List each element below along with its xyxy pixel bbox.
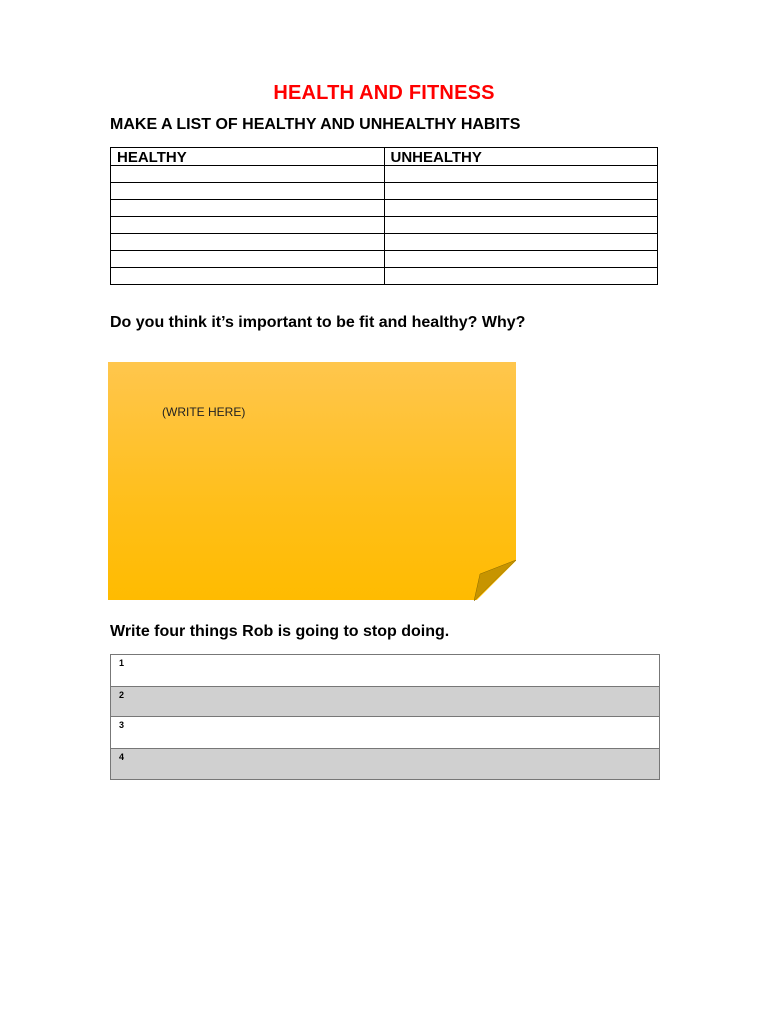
- list-item-number: 1: [119, 658, 125, 668]
- healthy-cell[interactable]: [111, 251, 385, 268]
- sticky-note-placeholder: (WRITE HERE): [162, 405, 246, 419]
- healthy-cell[interactable]: [111, 200, 385, 217]
- numbered-answer-list: [110, 655, 660, 780]
- list-item[interactable]: [110, 716, 660, 749]
- healthy-cell[interactable]: [111, 268, 385, 285]
- list-item-number: 2: [119, 690, 125, 700]
- table-row: [111, 217, 658, 234]
- table-header-row: [111, 148, 658, 166]
- page-title: HEALTH AND FITNESS: [273, 82, 495, 104]
- prompt-stop-doing: Write four things Rob is going to stop doing.: [110, 623, 450, 640]
- sticky-note-curl: [474, 560, 516, 601]
- table-row: [111, 268, 658, 285]
- table-row: [111, 183, 658, 200]
- column-header-healthy: HEALTHY: [111, 148, 385, 166]
- healthy-cell[interactable]: [111, 217, 385, 234]
- list-item[interactable]: [110, 748, 660, 780]
- habits-table: [110, 147, 658, 285]
- section-heading-habits: MAKE A LIST OF HEALTHY AND UNHEALTHY HABITS: [110, 116, 521, 133]
- unhealthy-cell[interactable]: [384, 268, 658, 285]
- unhealthy-cell[interactable]: [384, 234, 658, 251]
- unhealthy-cell[interactable]: [384, 200, 658, 217]
- unhealthy-cell[interactable]: [384, 166, 658, 183]
- healthy-cell[interactable]: [111, 183, 385, 200]
- table-row: [111, 166, 658, 183]
- list-item[interactable]: [110, 686, 660, 717]
- unhealthy-cell[interactable]: [384, 251, 658, 268]
- list-item-number: 3: [119, 720, 125, 730]
- column-header-unhealthy: UNHEALTHY: [384, 148, 658, 166]
- unhealthy-cell[interactable]: [384, 217, 658, 234]
- table-row: [111, 234, 658, 251]
- healthy-cell[interactable]: [111, 234, 385, 251]
- table-row: [111, 251, 658, 268]
- healthy-cell[interactable]: [111, 166, 385, 183]
- list-item-number: 4: [119, 752, 125, 762]
- sticky-note[interactable]: [108, 362, 516, 600]
- unhealthy-cell[interactable]: [384, 183, 658, 200]
- list-item[interactable]: [110, 654, 660, 687]
- table-row: [111, 200, 658, 217]
- question-fit-healthy: Do you think it’s important to be fit and healthy? Why?: [110, 314, 526, 331]
